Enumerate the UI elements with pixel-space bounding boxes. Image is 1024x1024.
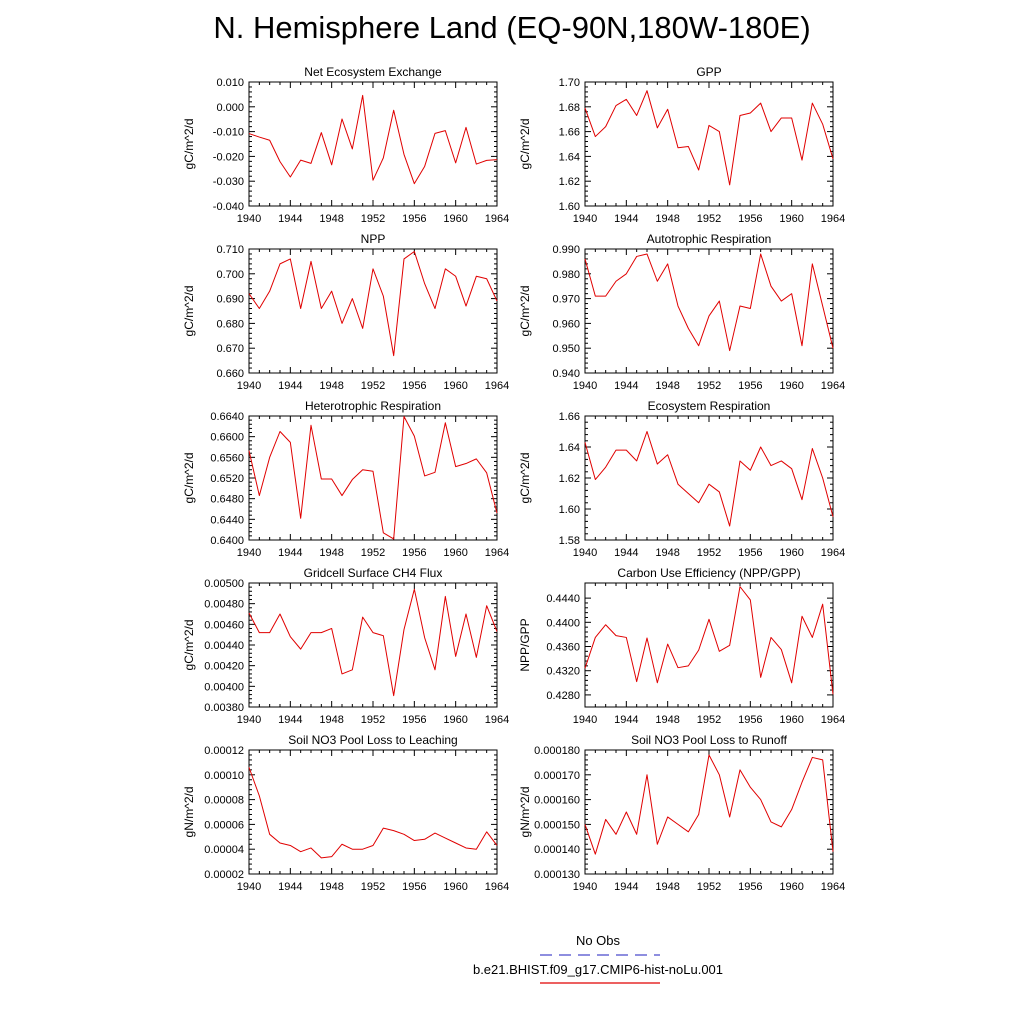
y-tick-label: 0.6600: [210, 431, 244, 444]
panel-title: Carbon Use Efficiency (NPP/GPP): [617, 566, 801, 580]
y-axis-label: gC/m^2/d: [182, 452, 196, 504]
y-tick-label: 0.4400: [546, 617, 580, 630]
x-tick-label: 1944: [614, 547, 639, 559]
y-tick-label: 0.00460: [204, 619, 244, 632]
panel-title: NPP: [360, 232, 386, 246]
x-tick-label: 1964: [820, 547, 846, 559]
y-tick-label: 0.00008: [204, 794, 244, 807]
y-tick-label: 0.00440: [204, 640, 244, 652]
y-tick-label: 0.980: [552, 268, 580, 281]
panel-title: GPP: [696, 65, 722, 79]
y-tick-label: 0.00004: [204, 844, 244, 857]
y-tick-label: 0.00002: [204, 869, 244, 881]
y-tick-label: 0.670: [216, 343, 244, 356]
y-tick-label: 0.6640: [210, 411, 244, 423]
x-tick-label: 1948: [655, 714, 680, 726]
y-tick-label: 0.6400: [210, 535, 244, 547]
x-tick-label: 1964: [484, 714, 510, 726]
y-tick-label: 1.66: [558, 126, 580, 139]
x-tick-label: 1960: [779, 714, 804, 726]
x-tick-label: 1964: [820, 881, 846, 893]
x-tick-label: 1952: [360, 547, 386, 559]
x-tick-label: 1944: [278, 380, 303, 392]
x-tick-label: 1948: [655, 547, 680, 559]
y-tick-label: -0.010: [212, 126, 244, 139]
y-tick-label: 0.940: [552, 368, 580, 380]
x-tick-label: 1952: [696, 714, 722, 726]
y-tick-label: 0.700: [216, 268, 244, 281]
x-tick-label: 1956: [402, 213, 427, 225]
x-tick-label: 1952: [360, 714, 386, 726]
x-tick-label: 1948: [655, 881, 680, 893]
y-tick-label: 0.00012: [204, 745, 244, 757]
x-tick-label: 1948: [319, 213, 344, 225]
x-tick-label: 1956: [402, 714, 427, 726]
y-tick-label: 0.680: [216, 318, 244, 331]
x-tick-label: 1960: [443, 547, 468, 559]
x-tick-label: 1948: [319, 714, 344, 726]
x-tick-label: 1940: [572, 547, 598, 559]
x-tick-label: 1940: [236, 881, 262, 893]
x-tick-label: 1964: [820, 213, 846, 225]
panel-title: Gridcell Surface CH4 Flux: [303, 566, 443, 580]
x-tick-label: 1956: [402, 547, 427, 559]
x-tick-label: 1952: [696, 881, 722, 893]
y-axis-label: gC/m^2/d: [182, 619, 196, 671]
y-tick-label: 0.000: [216, 101, 244, 114]
y-tick-label: 0.960: [552, 318, 580, 331]
x-tick-label: 1944: [278, 547, 303, 559]
y-tick-label: 0.010: [216, 77, 244, 89]
x-tick-label: 1940: [572, 714, 598, 726]
x-tick-label: 1952: [696, 547, 722, 559]
y-tick-label: 1.66: [558, 411, 580, 423]
x-tick-label: 1944: [278, 714, 303, 726]
x-tick-label: 1940: [236, 547, 262, 559]
x-tick-label: 1960: [443, 380, 468, 392]
panel-title: Soil NO3 Pool Loss to Runoff: [631, 733, 787, 747]
y-tick-label: 1.62: [558, 176, 580, 189]
y-tick-label: 0.6440: [210, 514, 244, 527]
x-tick-label: 1956: [402, 380, 427, 392]
x-tick-label: 1960: [779, 881, 804, 893]
y-tick-label: 0.00400: [204, 681, 244, 694]
y-tick-label: 0.000160: [534, 794, 580, 807]
x-tick-label: 1944: [614, 213, 639, 225]
x-tick-label: 1956: [738, 881, 763, 893]
y-tick-label: -0.020: [212, 151, 244, 164]
y-axis-label: gC/m^2/d: [518, 285, 532, 337]
panel-title: Net Ecosystem Exchange: [304, 65, 442, 79]
x-tick-label: 1960: [443, 714, 468, 726]
y-axis-label: gC/m^2/d: [518, 118, 532, 170]
x-tick-label: 1940: [572, 213, 598, 225]
y-tick-label: 0.00010: [204, 769, 244, 782]
x-tick-label: 1940: [572, 380, 598, 392]
y-tick-label: 1.64: [558, 151, 580, 164]
y-tick-label: -0.040: [212, 201, 244, 213]
panel-title: Autotrophic Respiration: [646, 232, 772, 246]
x-tick-label: 1956: [402, 881, 427, 893]
x-tick-label: 1948: [319, 547, 344, 559]
y-tick-label: 0.00480: [204, 598, 244, 611]
x-tick-label: 1940: [236, 714, 262, 726]
y-tick-label: 0.6560: [210, 452, 244, 465]
y-tick-label: 0.000150: [534, 819, 580, 832]
legend-model-label: b.e21.BHIST.f09_g17.CMIP6-hist-noLu.001: [472, 962, 724, 977]
x-tick-label: 1940: [236, 380, 262, 392]
x-tick-label: 1940: [236, 213, 262, 225]
x-tick-label: 1960: [779, 213, 804, 225]
y-tick-label: 0.970: [552, 293, 580, 306]
x-tick-label: 1960: [779, 380, 804, 392]
y-tick-label: 1.58: [558, 535, 580, 547]
x-tick-label: 1948: [655, 380, 680, 392]
x-tick-label: 1948: [319, 881, 344, 893]
x-tick-label: 1948: [655, 213, 680, 225]
x-tick-label: 1944: [278, 213, 303, 225]
x-tick-label: 1964: [484, 380, 510, 392]
y-tick-label: 0.000140: [534, 844, 580, 857]
x-tick-label: 1964: [484, 547, 510, 559]
y-tick-label: 1.70: [558, 77, 580, 89]
x-tick-label: 1944: [278, 881, 303, 893]
x-tick-label: 1960: [779, 547, 804, 559]
y-axis-label: gN/m^2/d: [518, 786, 532, 838]
y-tick-label: 0.6480: [210, 493, 244, 506]
x-tick-label: 1952: [360, 380, 386, 392]
x-tick-label: 1956: [738, 213, 763, 225]
y-tick-label: 1.60: [558, 201, 580, 213]
panel-title: Soil NO3 Pool Loss to Leaching: [288, 733, 458, 747]
y-axis-label: gN/m^2/d: [182, 786, 196, 838]
y-tick-label: 0.660: [216, 368, 244, 380]
y-tick-label: -0.030: [212, 176, 244, 189]
x-tick-label: 1952: [696, 380, 722, 392]
y-tick-label: 0.00500: [204, 578, 244, 590]
legend-obs-label: No Obs: [575, 933, 621, 948]
x-tick-label: 1956: [738, 547, 763, 559]
y-tick-label: 0.990: [552, 244, 580, 256]
y-tick-label: 1.68: [558, 101, 580, 114]
x-tick-label: 1952: [360, 881, 386, 893]
y-tick-label: 1.62: [558, 473, 580, 485]
x-tick-label: 1940: [572, 881, 598, 893]
x-tick-label: 1952: [696, 213, 722, 225]
y-tick-label: 0.710: [216, 244, 244, 256]
x-tick-label: 1944: [614, 714, 639, 726]
x-tick-label: 1956: [738, 380, 763, 392]
y-tick-label: 0.4280: [546, 689, 580, 702]
y-tick-label: 0.00006: [204, 819, 244, 832]
x-tick-label: 1952: [360, 213, 386, 225]
y-tick-label: 0.000180: [534, 745, 580, 757]
y-tick-label: 0.4360: [546, 641, 580, 654]
x-tick-label: 1964: [484, 881, 510, 893]
x-tick-label: 1944: [614, 881, 639, 893]
figure-title: N. Hemisphere Land (EQ-90N,180W-180E): [213, 10, 811, 45]
y-tick-label: 0.000130: [534, 869, 580, 881]
x-tick-label: 1964: [820, 380, 846, 392]
y-tick-label: 1.60: [558, 504, 580, 516]
y-tick-label: 0.690: [216, 293, 244, 306]
x-tick-label: 1960: [443, 881, 468, 893]
y-axis-label: gC/m^2/d: [182, 118, 196, 170]
y-tick-label: 0.00380: [204, 702, 244, 714]
x-tick-label: 1960: [443, 213, 468, 225]
y-tick-label: 0.6520: [210, 473, 244, 485]
x-tick-label: 1956: [738, 714, 763, 726]
y-tick-label: 0.000170: [534, 769, 580, 782]
y-tick-label: 1.64: [558, 442, 580, 454]
x-tick-label: 1964: [484, 213, 510, 225]
x-tick-label: 1944: [614, 380, 639, 392]
y-axis-label: gC/m^2/d: [182, 285, 196, 337]
y-tick-label: 0.4320: [546, 665, 580, 678]
y-axis-label: NPP/GPP: [518, 618, 532, 672]
panel-title: Ecosystem Respiration: [647, 399, 771, 413]
y-axis-label: gC/m^2/d: [518, 452, 532, 504]
panel-title: Heterotrophic Respiration: [304, 399, 442, 413]
x-tick-label: 1948: [319, 380, 344, 392]
x-tick-label: 1964: [820, 714, 846, 726]
y-tick-label: 0.950: [552, 343, 580, 356]
y-tick-label: 0.00420: [204, 660, 244, 673]
y-tick-label: 0.4440: [546, 593, 580, 606]
